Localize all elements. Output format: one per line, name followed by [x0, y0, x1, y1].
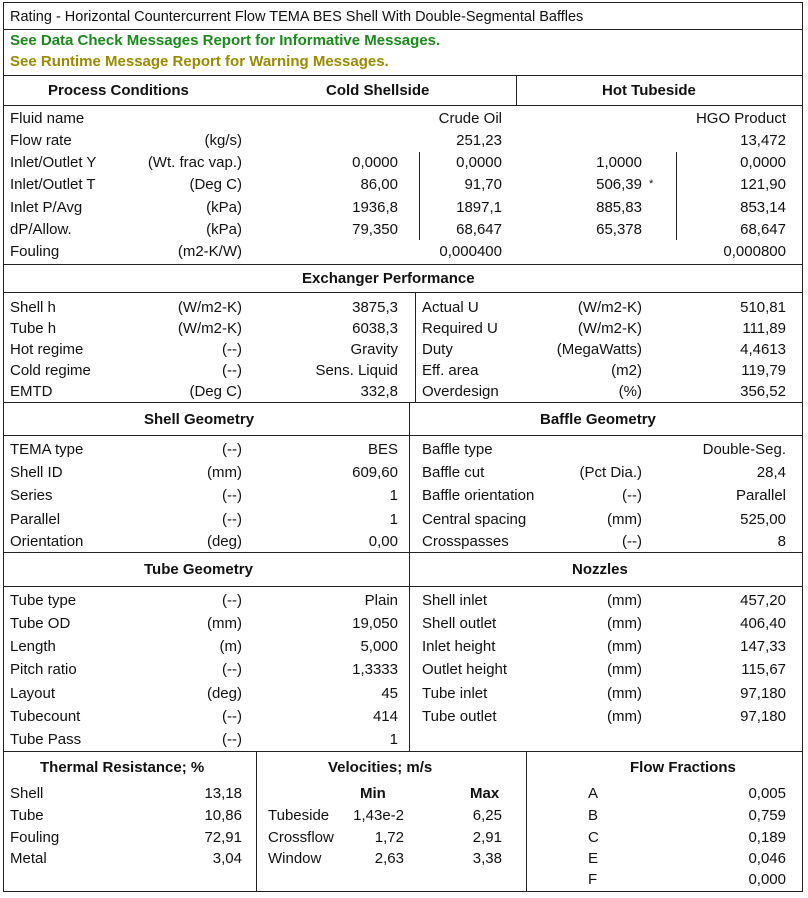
flow-fraction-label: F — [588, 871, 598, 888]
nozzle-value: 97,180 — [740, 685, 786, 702]
performance-value: 119,79 — [741, 362, 786, 379]
thermal-resistance-value: 13,18 — [204, 785, 242, 802]
process-unit: (kPa) — [206, 221, 242, 238]
tube-geometry-unit: (deg) — [206, 685, 242, 702]
thermal-resistance-label: Tube — [10, 807, 44, 824]
baffle-geometry-label: Baffle cut — [422, 464, 485, 481]
tube-geometry-label: Tubecount — [10, 708, 81, 725]
cold-shellside-header: Cold Shellside — [326, 82, 430, 99]
nozzle-label: Outlet height — [422, 661, 508, 678]
divider — [4, 552, 802, 553]
thermal-resistance-value: 3,04 — [212, 850, 242, 867]
performance-label: Overdesign — [422, 383, 499, 400]
cold-outlet-value: 68,647 — [456, 221, 502, 238]
baffle-geometry-label: Baffle orientation — [422, 487, 535, 504]
performance-value: 3875,3 — [352, 299, 398, 316]
baffle-geometry-value: Parallel — [735, 487, 786, 504]
hot-outlet-value: HGO Product — [695, 110, 786, 127]
baffle-geometry-unit: (mm) — [607, 511, 642, 528]
process-unit: (kPa) — [206, 199, 242, 216]
tube-geometry-label: Tube type — [10, 592, 77, 609]
nozzle-value: 97,180 — [740, 708, 786, 725]
tube-geometry-label: Layout — [10, 685, 56, 702]
hot-inlet-marker: * — [649, 178, 654, 190]
performance-value: 332,8 — [360, 383, 398, 400]
nozzle-unit: (mm) — [607, 592, 642, 609]
nozzle-unit: (mm) — [607, 661, 642, 678]
divider — [516, 75, 517, 106]
performance-value: 4,4613 — [740, 341, 786, 358]
nozzle-label: Tube outlet — [422, 708, 497, 725]
process-label: Fluid name — [10, 110, 85, 127]
performance-label: Shell h — [10, 299, 56, 316]
process-conditions-header: Process Conditions — [48, 82, 189, 99]
process-label: Flow rate — [10, 132, 72, 149]
hot-inlet-value: 1,0000 — [596, 154, 642, 171]
nozzles-header: Nozzles — [572, 561, 628, 578]
thermal-resistance-label: Metal — [10, 850, 47, 867]
tube-geometry-unit: (--) — [222, 592, 242, 609]
nozzle-unit: (mm) — [607, 638, 642, 655]
thermal-resistance-value: 72,91 — [204, 829, 242, 846]
flow-fraction-label: A — [588, 785, 599, 802]
cold-outlet-value: 1897,1 — [456, 199, 502, 216]
flow-fractions-header: Flow Fractions — [630, 759, 736, 776]
tube-geometry-value: 1,3333 — [352, 661, 398, 678]
performance-value: 111,89 — [742, 320, 786, 337]
divider — [4, 586, 802, 587]
baffle-geometry-header: Baffle Geometry — [540, 411, 656, 428]
flow-fraction-value: 0,000 — [748, 871, 786, 888]
baffle-geometry-unit: (--) — [622, 533, 642, 550]
hot-inlet-value: 65,378 — [596, 221, 642, 238]
process-unit: (m2-K/W) — [177, 243, 242, 260]
cold-inlet-value: 1936,8 — [352, 199, 398, 216]
shell-geometry-label: Series — [10, 487, 53, 504]
shell-geometry-unit: (--) — [222, 511, 242, 528]
process-label: Inlet P/Avg — [10, 199, 83, 216]
velocity-label: Crossflow — [268, 829, 334, 846]
velocity-min-value: 1,43e-2 — [353, 807, 404, 824]
divider — [4, 264, 802, 265]
data-check-message-link[interactable]: See Data Check Messages Report for Informative Messages. — [10, 32, 441, 49]
velocity-label: Tubeside — [268, 807, 330, 824]
tube-geometry-value: 19,050 — [352, 615, 398, 632]
tube-geometry-unit: (m) — [219, 638, 242, 655]
hot-outlet-value: 68,647 — [740, 221, 786, 238]
baffle-geometry-unit: (Pct Dia.) — [579, 464, 642, 481]
nozzle-unit: (mm) — [607, 615, 642, 632]
velocity-max-value: 2,91 — [472, 829, 502, 846]
cold-outlet-value: 251,23 — [456, 132, 502, 149]
flow-fraction-label: C — [588, 829, 599, 846]
tube-geometry-label: Tube OD — [10, 615, 71, 632]
process-label: dP/Allow. — [10, 221, 72, 238]
cold-outlet-value: 91,70 — [464, 176, 502, 193]
divider — [526, 751, 527, 891]
performance-unit: (Deg C) — [189, 383, 242, 400]
flow-fraction-value: 0,189 — [748, 829, 786, 846]
tube-geometry-value: Plain — [364, 592, 398, 609]
process-label: Inlet/Outlet T — [10, 176, 96, 193]
baffle-geometry-label: Central spacing — [422, 511, 527, 528]
nozzle-value: 115,67 — [741, 661, 786, 678]
divider — [4, 435, 802, 436]
performance-label: Required U — [422, 320, 498, 337]
performance-unit: (W/m2-K) — [577, 299, 642, 316]
hot-outlet-value: 0,0000 — [740, 154, 786, 171]
nozzle-value: 147,33 — [740, 638, 786, 655]
divider — [676, 152, 677, 240]
baffle-geometry-label: Crosspasses — [422, 533, 509, 550]
baffle-geometry-value: 28,4 — [756, 464, 786, 481]
hot-tubeside-header: Hot Tubeside — [602, 82, 696, 99]
thermal-resistance-label: Shell — [10, 785, 44, 802]
performance-value: 6038,3 — [352, 320, 398, 337]
divider — [4, 75, 802, 76]
velocity-min-header: Min — [360, 785, 386, 802]
velocity-min-value: 2,63 — [374, 850, 404, 867]
process-label: Inlet/Outlet Y — [10, 154, 97, 171]
cold-inlet-value: 79,350 — [352, 221, 398, 238]
tube-geometry-value: 414 — [372, 708, 398, 725]
tube-geometry-value: 1 — [389, 731, 398, 748]
shell-geometry-label: Shell ID — [10, 464, 63, 481]
performance-unit: (W/m2-K) — [177, 299, 242, 316]
performance-label: Hot regime — [10, 341, 84, 358]
performance-value: 510,81 — [740, 299, 786, 316]
velocities-header: Velocities; m/s — [328, 759, 433, 776]
shell-geometry-header: Shell Geometry — [144, 411, 255, 428]
divider — [419, 152, 420, 240]
flow-fraction-value: 0,046 — [748, 850, 786, 867]
cold-outlet-value: Crude Oil — [438, 110, 502, 127]
divider — [4, 402, 802, 403]
process-unit: (kg/s) — [204, 132, 242, 149]
nozzle-value: 406,40 — [740, 615, 786, 632]
performance-value: Sens. Liquid — [315, 362, 398, 379]
baffle-geometry-label: Baffle type — [422, 441, 493, 458]
performance-label: EMTD — [10, 383, 53, 400]
nozzle-unit: (mm) — [607, 685, 642, 702]
process-unit: (Deg C) — [189, 176, 242, 193]
hot-outlet-value: 0,000800 — [723, 243, 786, 260]
baffle-geometry-value: 8 — [777, 533, 786, 550]
hot-outlet-value: 121,90 — [740, 176, 786, 193]
baffle-geometry-value: 525,00 — [740, 511, 786, 528]
thermal-resistance-header: Thermal Resistance; % — [40, 759, 205, 776]
hot-inlet-value: 506,39 — [596, 176, 642, 193]
thermal-resistance-value: 10,86 — [204, 807, 242, 824]
process-label: Fouling — [10, 243, 60, 260]
process-unit: (Wt. frac vap.) — [147, 154, 242, 171]
divider — [256, 751, 257, 891]
velocity-min-value: 1,72 — [374, 829, 404, 846]
tube-geometry-label: Length — [10, 638, 56, 655]
shell-geometry-value: 1 — [389, 511, 398, 528]
cold-inlet-value: 0,0000 — [352, 154, 398, 171]
flow-fraction-label: B — [588, 807, 599, 824]
shell-geometry-unit: (mm) — [207, 464, 242, 481]
performance-unit: (--) — [222, 341, 242, 358]
cold-outlet-value: 0,000400 — [439, 243, 502, 260]
velocity-label: Window — [268, 850, 322, 867]
thermal-resistance-label: Fouling — [10, 829, 60, 846]
performance-label: Eff. area — [422, 362, 479, 379]
nozzle-label: Inlet height — [422, 638, 496, 655]
hot-outlet-value: 853,14 — [740, 199, 786, 216]
divider — [4, 105, 802, 106]
velocity-max-value: 6,25 — [472, 807, 502, 824]
runtime-message-link[interactable]: See Runtime Message Report for Warning Messages. — [10, 53, 389, 70]
shell-geometry-unit: (--) — [222, 487, 242, 504]
shell-geometry-unit: (deg) — [206, 533, 242, 550]
shell-geometry-value: BES — [367, 441, 398, 458]
divider — [4, 292, 802, 293]
divider — [415, 292, 416, 402]
nozzle-label: Shell inlet — [422, 592, 488, 609]
cold-outlet-value: 0,0000 — [456, 154, 502, 171]
performance-label: Cold regime — [10, 362, 91, 379]
performance-unit: (%) — [618, 383, 642, 400]
performance-value: Gravity — [350, 341, 398, 358]
exchanger-performance-header: Exchanger Performance — [302, 270, 475, 287]
performance-label: Duty — [422, 341, 453, 358]
cold-inlet-value: 86,00 — [360, 176, 398, 193]
hot-outlet-value: 13,472 — [740, 132, 786, 149]
flow-fraction-label: E — [588, 850, 599, 867]
shell-geometry-value: 1 — [389, 487, 398, 504]
nozzle-label: Shell outlet — [422, 615, 497, 632]
shell-geometry-label: Orientation — [10, 533, 84, 550]
nozzle-value: 457,20 — [740, 592, 786, 609]
performance-unit: (W/m2-K) — [177, 320, 242, 337]
tema-rating-sheet — [3, 2, 803, 892]
tube-geometry-label: Pitch ratio — [10, 661, 77, 678]
divider — [409, 402, 410, 751]
velocity-max-header: Max — [470, 785, 500, 802]
tube-geometry-header: Tube Geometry — [144, 561, 253, 578]
flow-fraction-value: 0,005 — [748, 785, 786, 802]
shell-geometry-label: TEMA type — [10, 441, 84, 458]
nozzle-label: Tube inlet — [422, 685, 488, 702]
performance-unit: (MegaWatts) — [556, 341, 642, 358]
tube-geometry-unit: (--) — [222, 708, 242, 725]
tube-geometry-label: Tube Pass — [10, 731, 82, 748]
divider — [4, 751, 802, 752]
velocity-max-value: 3,38 — [472, 850, 502, 867]
performance-value: 356,52 — [740, 383, 786, 400]
nozzle-unit: (mm) — [607, 708, 642, 725]
performance-unit: (m2) — [611, 362, 642, 379]
shell-geometry-value: 609,60 — [352, 464, 398, 481]
performance-unit: (W/m2-K) — [577, 320, 642, 337]
performance-label: Actual U — [422, 299, 479, 316]
performance-unit: (--) — [222, 362, 242, 379]
shell-geometry-label: Parallel — [10, 511, 61, 528]
shell-geometry-unit: (--) — [222, 441, 242, 458]
tube-geometry-value: 45 — [381, 685, 398, 702]
flow-fraction-value: 0,759 — [748, 807, 786, 824]
performance-label: Tube h — [10, 320, 57, 337]
baffle-geometry-unit: (--) — [622, 487, 642, 504]
tube-geometry-value: 5,000 — [360, 638, 398, 655]
baffle-geometry-value: Double-Seg. — [702, 441, 786, 458]
tube-geometry-unit: (--) — [222, 661, 242, 678]
tube-geometry-unit: (--) — [222, 731, 242, 748]
divider — [4, 29, 802, 30]
tube-geometry-unit: (mm) — [207, 615, 242, 632]
shell-geometry-value: 0,00 — [368, 533, 398, 550]
hot-inlet-value: 885,83 — [596, 199, 642, 216]
report-title: Rating - Horizontal Countercurrent Flow TEMA BES Shell With Double-Segmental Baffles — [10, 9, 584, 25]
